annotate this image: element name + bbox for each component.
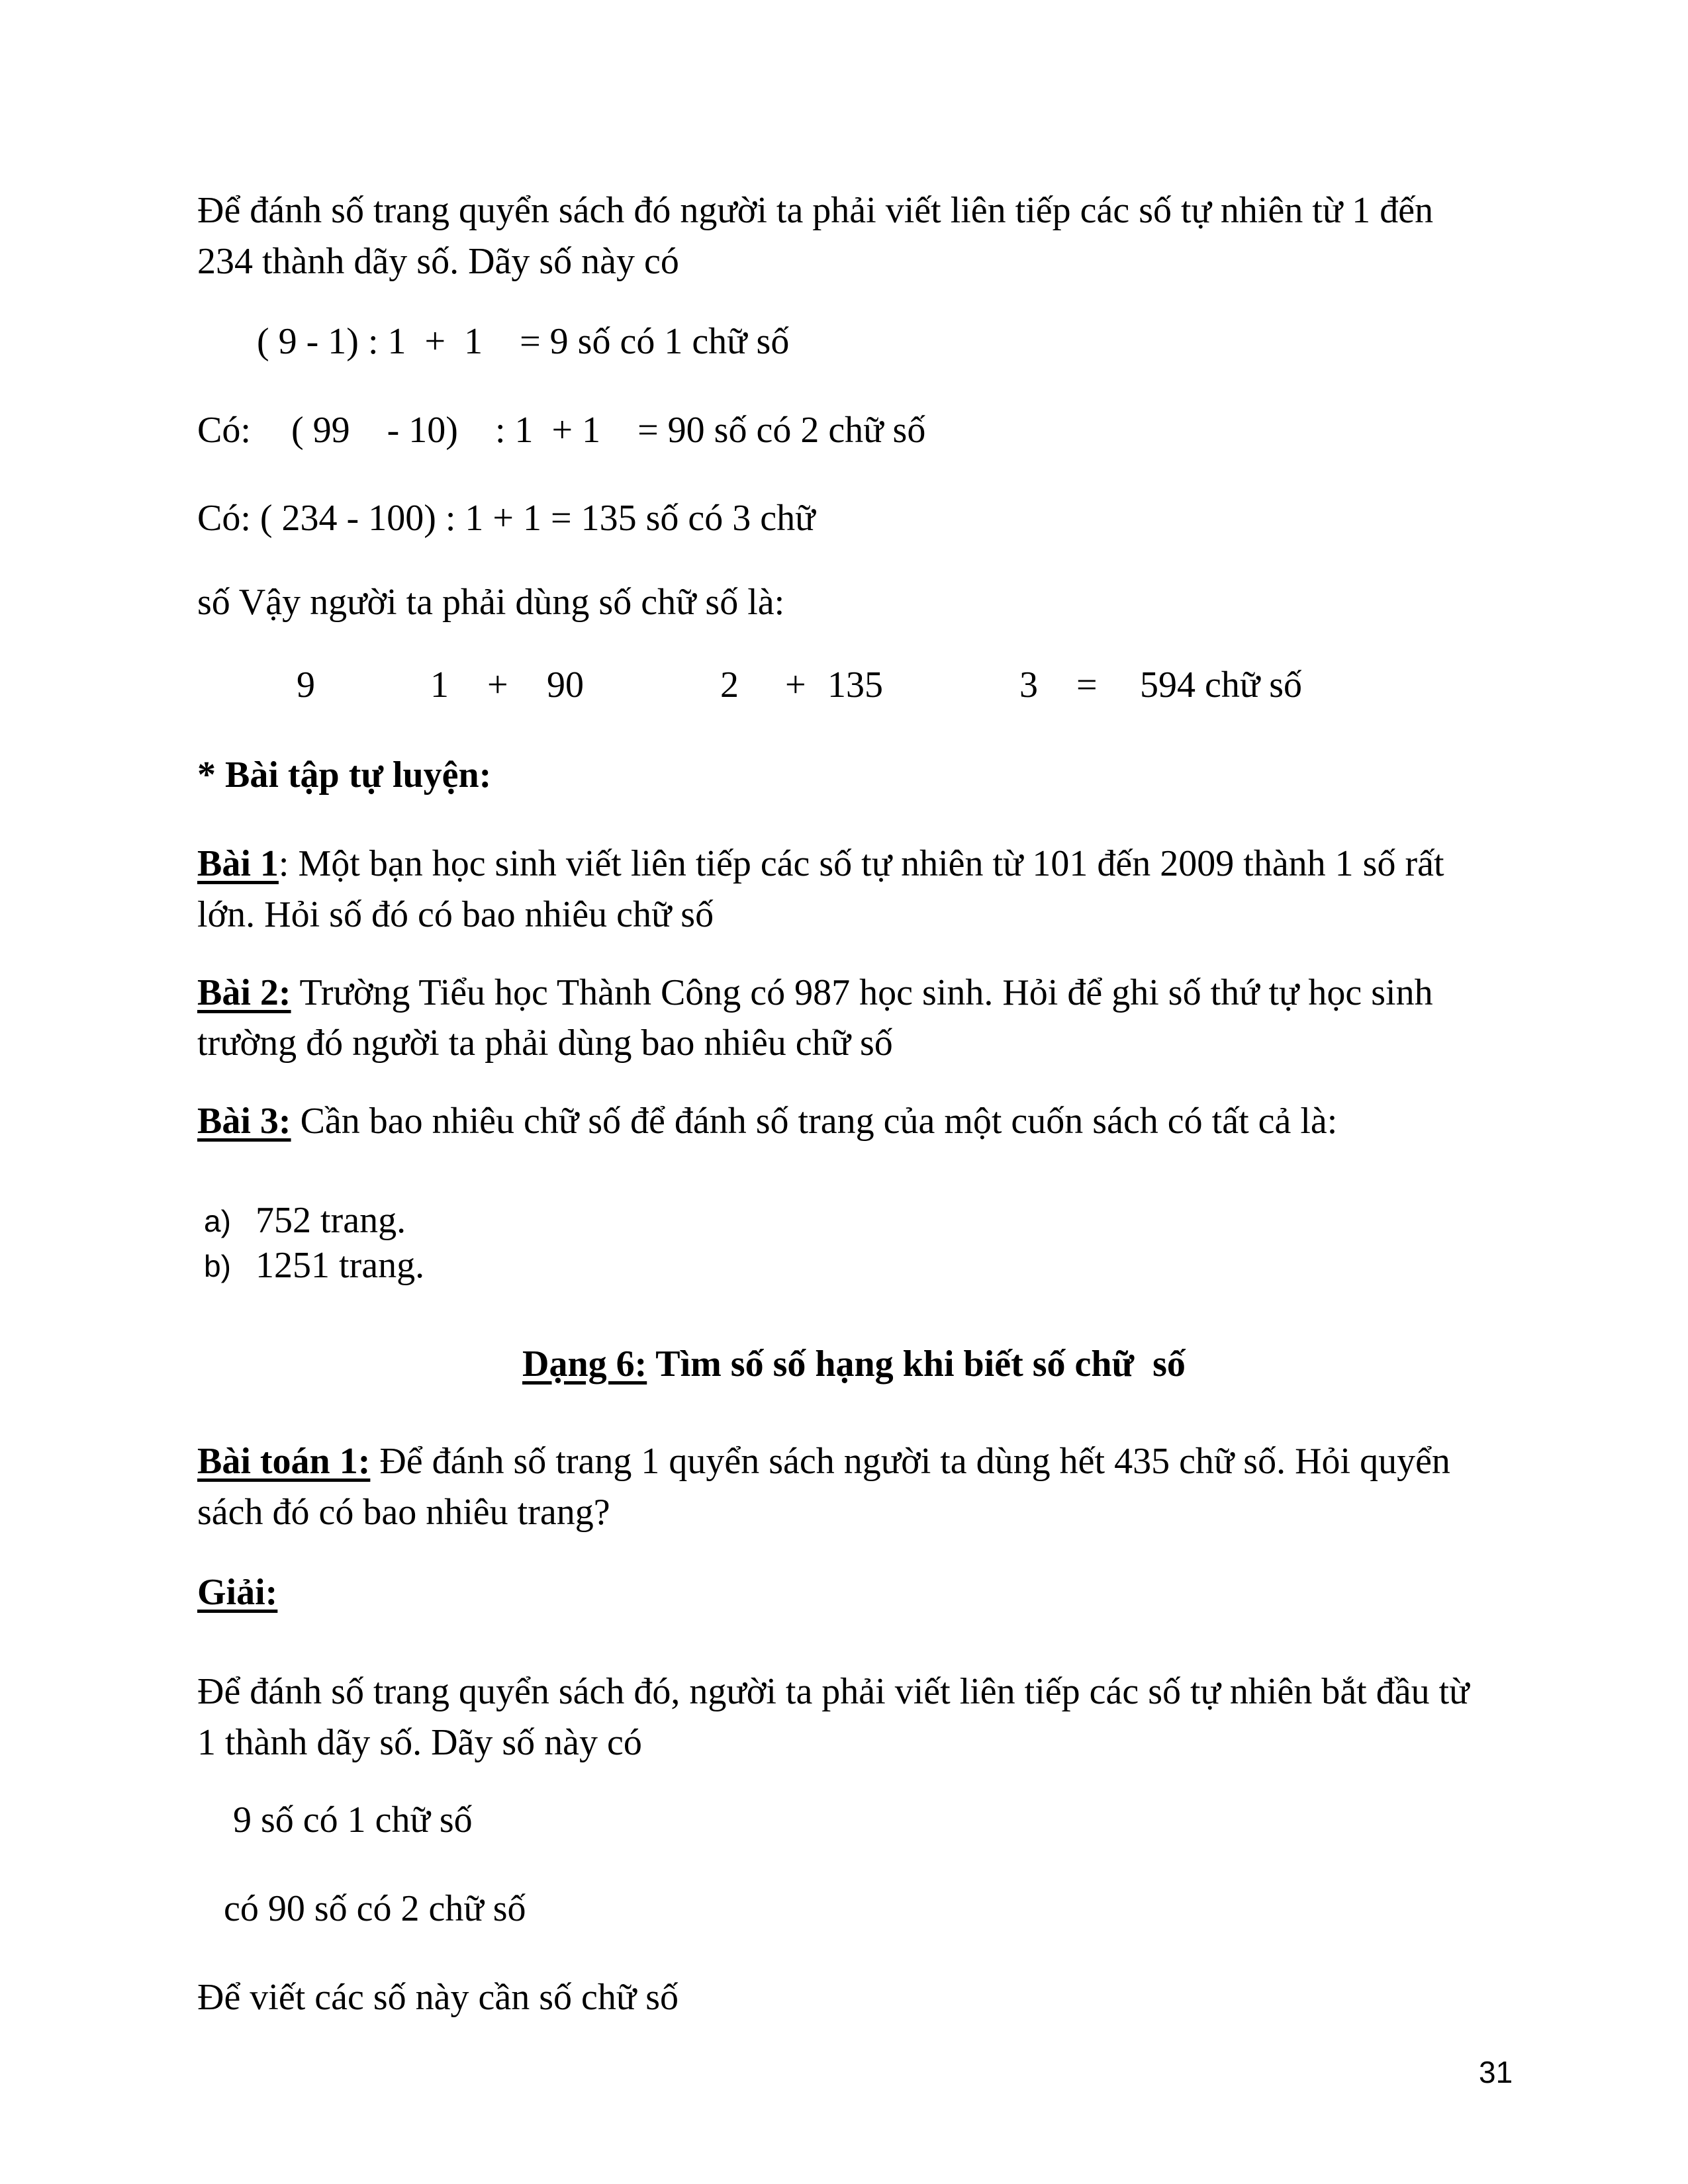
section-heading-title: Tìm số số hạng khi biết số chữ số bbox=[647, 1343, 1186, 1385]
exercise-3-text: Cần bao nhiêu chữ số để đánh số trang của một cuốn sách có tất cả là: bbox=[291, 1101, 1338, 1142]
sum-term: 90 bbox=[547, 664, 584, 705]
option-text: 752 trang. bbox=[256, 1200, 406, 1241]
exercise-3-label: Bài 3: bbox=[197, 1101, 291, 1142]
solution-line: 1 thành dãy số. Dãy số này có bbox=[197, 1722, 642, 1763]
sum-operator: + bbox=[487, 664, 508, 705]
problem-1-text: Để đánh số trang 1 quyển sách người ta dùng hết 435 chữ số. Hỏi quyển bbox=[370, 1441, 1450, 1482]
sum-result: 594 chữ số bbox=[1140, 664, 1302, 705]
solution-line: Để viết các số này cần số chữ số bbox=[197, 1977, 679, 2018]
exercise-1-line-2: lớn. Hỏi số đó có bao nhiêu chữ số bbox=[197, 894, 714, 935]
solution-label: Giải: bbox=[197, 1572, 278, 1613]
section-heading-label: Dạng 6: bbox=[522, 1343, 647, 1385]
paragraph-line: 234 thành dãy số. Dãy số này có bbox=[197, 241, 679, 282]
solution-line: 9 số có 1 chữ số bbox=[233, 1799, 473, 1841]
exercise-2-label: Bài 2: bbox=[197, 972, 291, 1013]
sum-term: 9 bbox=[297, 664, 315, 705]
practice-heading: * Bài tập tự luyện: bbox=[197, 754, 492, 796]
option-marker: b) bbox=[204, 1249, 231, 1283]
option-text: 1251 trang. bbox=[256, 1245, 425, 1286]
problem-1 bbox=[197, 1443, 1450, 1480]
page-number: 31 bbox=[1479, 2055, 1513, 2089]
exercise-1-label: Bài 1 bbox=[197, 843, 279, 884]
exercise-3 bbox=[197, 1103, 1337, 1140]
exercise-1 bbox=[197, 845, 1444, 882]
sum-term: 1 bbox=[430, 664, 449, 705]
exercise-2-text: Trường Tiểu học Thành Công có 987 học sinh. Hỏi để ghi số thứ tự học sinh bbox=[291, 972, 1433, 1013]
section-heading bbox=[522, 1345, 1186, 1383]
calc-row-3: Có: ( 234 - 100) : 1 + 1 = 135 số có 3 chữ bbox=[197, 498, 816, 539]
problem-1-label: Bài toán 1: bbox=[197, 1441, 371, 1482]
sum-term: 3 bbox=[1019, 664, 1038, 705]
sum-term: 135 bbox=[827, 664, 883, 705]
sum-operator: + bbox=[785, 664, 806, 705]
exercise-2 bbox=[197, 974, 1433, 1011]
problem-1-line-2: sách đó có bao nhiêu trang? bbox=[197, 1492, 610, 1533]
exercise-2-line-2: trường đó người ta phải dùng bao nhiêu chữ số bbox=[197, 1023, 893, 1064]
exercise-1-text: : Một bạn học sinh viết liên tiếp các số tự nhiên từ 101 đến 2009 thành 1 số rất bbox=[278, 843, 1444, 884]
sum-term: 2 bbox=[720, 664, 739, 705]
solution-line: Để đánh số trang quyển sách đó, người ta phải viết liên tiếp các số tự nhiên bắt đầu từ bbox=[197, 1671, 1470, 1712]
paragraph-line: Để đánh số trang quyển sách đó người ta phải viết liên tiếp các số tự nhiên từ 1 đến bbox=[197, 190, 1434, 231]
calc-row-2-prefix: Có: bbox=[197, 410, 251, 451]
calc-row-1: ( 9 - 1) : 1 + 1 = 9 số có 1 chữ số bbox=[257, 321, 790, 362]
sum-operator: = bbox=[1076, 664, 1098, 705]
calc-row-4: số Vậy người ta phải dùng số chữ số là: bbox=[197, 582, 785, 623]
calc-row-2: ( 99 - 10) : 1 + 1 = 90 số có 2 chữ số bbox=[291, 410, 926, 451]
solution-line: có 90 số có 2 chữ số bbox=[224, 1888, 526, 1929]
option-marker: a) bbox=[204, 1204, 231, 1238]
